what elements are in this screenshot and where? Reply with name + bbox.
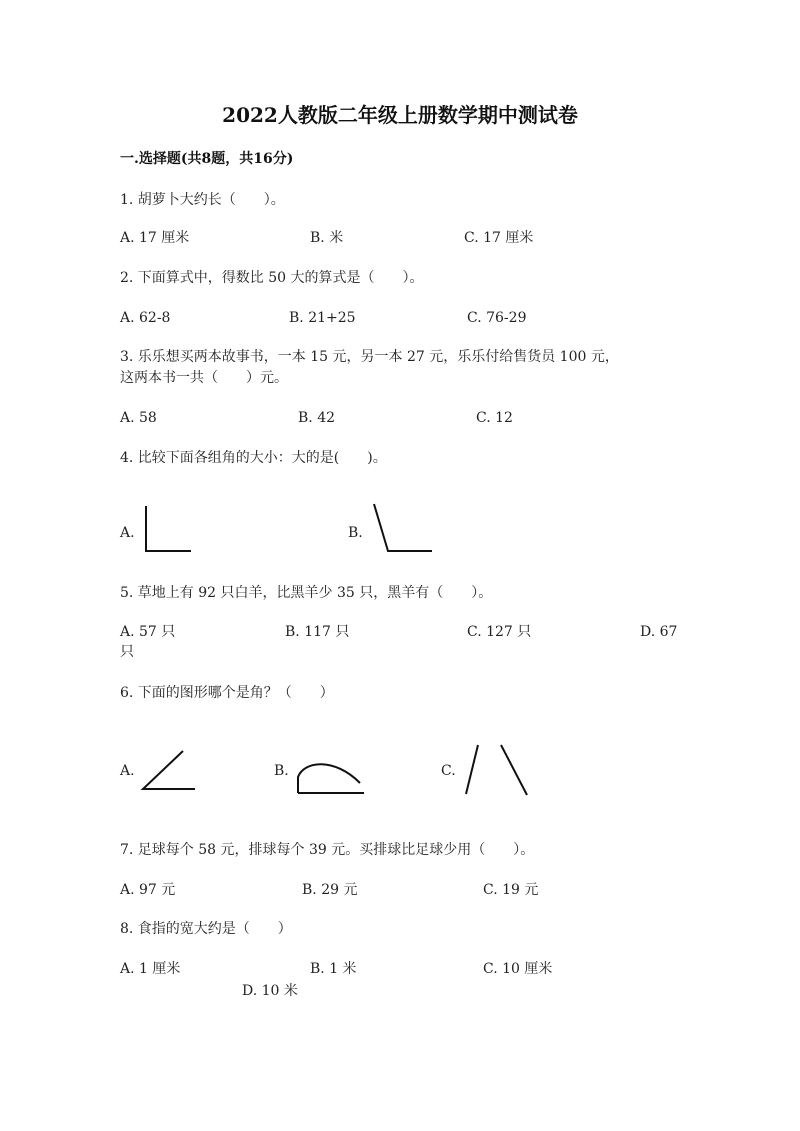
question-2-option-a[interactable]: A. 62-8 <box>120 310 171 326</box>
question-8-option-d[interactable]: D. 10 米 <box>242 983 298 999</box>
question-1-option-b[interactable]: B. 米 <box>310 230 344 246</box>
question-6-option-b[interactable]: B. <box>274 763 289 779</box>
question-2-text: 2. 下面算式中，得数比 50 大的算式是（ ）。 <box>120 270 424 286</box>
question-3-text-line-2: 这两本书一共（ ）元。 <box>120 370 288 386</box>
question-1-option-a[interactable]: A. 17 厘米 <box>120 230 190 246</box>
question-7-text: 7. 足球每个 58 元，排球每个 39 元。买排球比足球少用（ ）。 <box>120 842 535 858</box>
question-5-option-d[interactable]: D. 67 <box>640 624 678 640</box>
obtuse-angle-figure <box>368 500 438 560</box>
question-8-option-a[interactable]: A. 1 厘米 <box>120 961 181 977</box>
question-8-option-b[interactable]: B. 1 米 <box>310 961 357 977</box>
question-2-option-c[interactable]: C. 76-29 <box>467 310 527 326</box>
question-3-text-line-1: 3. 乐乐想买两本故事书，一本 15 元，另一本 27 元，乐乐付给售货员 100 元， <box>120 349 619 365</box>
question-4-option-b[interactable]: B. <box>348 525 363 541</box>
question-4-option-a[interactable]: A. <box>120 525 135 541</box>
question-8-text: 8. 食指的宽大约是（ ） <box>120 921 292 937</box>
question-3-option-a[interactable]: A. 58 <box>120 410 157 426</box>
question-2-option-b[interactable]: B. 21+25 <box>289 310 356 326</box>
question-5-option-b[interactable]: B. 117 只 <box>285 624 350 640</box>
question-3-option-b[interactable]: B. 42 <box>298 410 336 426</box>
angle-figure <box>138 745 203 795</box>
question-1-text: 1. 胡萝卜大约长（ ）。 <box>120 192 285 208</box>
question-7-option-c[interactable]: C. 19 元 <box>483 882 539 898</box>
question-5-text: 5. 草地上有 92 只白羊，比黑羊少 35 只，黑羊有（ ）。 <box>120 585 493 601</box>
question-7-option-a[interactable]: A. 97 元 <box>120 882 176 898</box>
question-8-option-c[interactable]: C. 10 厘米 <box>483 961 553 977</box>
question-1-option-c[interactable]: C. 17 厘米 <box>464 230 534 246</box>
question-3-option-c[interactable]: C. 12 <box>476 410 513 426</box>
curved-shape-figure <box>292 755 367 800</box>
separate-lines-figure <box>458 740 533 800</box>
question-6-text: 6. 下面的图形哪个是角？（ ） <box>120 685 334 701</box>
section-heading: 一.选择题(共8题，共16分) <box>120 151 294 167</box>
question-5-option-d-wrap: 只 <box>120 644 134 660</box>
question-7-option-b[interactable]: B. 29 元 <box>302 882 358 898</box>
question-4-text: 4. 比较下面各组角的大小：大的是( )。 <box>120 450 387 466</box>
page-title: 2022人教版二年级上册数学期中测试卷 <box>222 103 578 127</box>
question-6-option-a[interactable]: A. <box>120 763 135 779</box>
question-5-option-a[interactable]: A. 57 只 <box>120 624 176 640</box>
question-5-option-c[interactable]: C. 127 只 <box>467 624 532 640</box>
question-6-option-c[interactable]: C. <box>441 763 456 779</box>
right-angle-figure <box>140 500 200 560</box>
